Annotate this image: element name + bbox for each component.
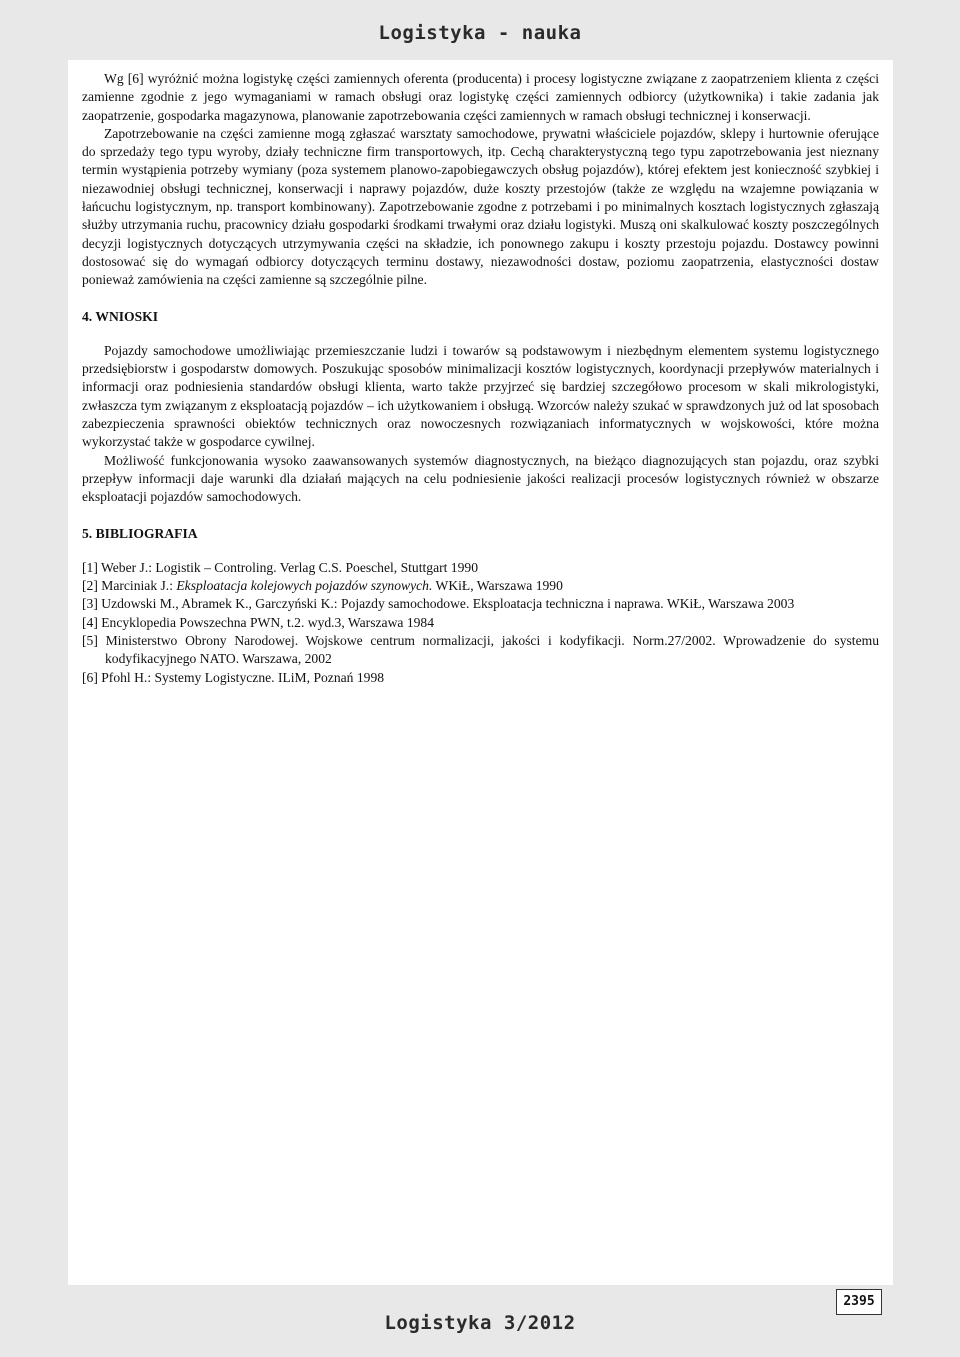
paragraph: Możliwość funkcjonowania wysoko zaawansowanych systemów diagnostycznych, na bieżąco diagnozujących stan pojazdu, oraz szybki przepływ informacji daje warunki dla działań mających na celu podniesienie jakości realizacji procesów logistycznych również w obszarze eksploatacji pojazdów samochodowych. [82, 452, 879, 505]
paragraph: Zapotrzebowanie na części zamienne mogą zgłaszać warsztaty samochodowe, prywatni właściciele pojazdów, sklepy i hurtownie oferujące do sprzedaży tego typu wyroby, działy techniczne firm transportowych, itp. Cechą charakterystyczną tego typu zapotrzebowania jest nieznany termin wystąpienia potrzeby wymiany (poza systemem planowo-zapobiegawczych obsług pojazdów), której efektem jest konieczność szybkiej i niezawodniej obsługi technicznej, konserwacji i naprawy pojazdów, duże koszty przestojów (także ze względu na wzajemne powiązania w łańcuchu logistycznym, np. transport kombinowany). Zapotrzebowanie zgodne z potrzebami i po minimalnych kosztach logistycznych zgłaszają służby utrzymania ruchu, pracownicy działu gospodarki środkami trwałymi oraz działu logistyki. Muszą oni skalkulować koszty poszczególnych decyzji logistycznych dotyczących utrzymywania części na składzie, ich ponownego zakupu i koszty przestoju pojazdu. Dostawcy powinni dostosować się do wymagań odbiorcy dotyczących terminu dostawy, niezawodności dostaw, poziomu zaopatrzenia, elastyczności dostaw ponieważ zamówienia na części zamienne są szczególnie pilne. [82, 125, 879, 288]
paragraph: Wg [6] wyróżnić można logistykę części zamiennych oferenta (producenta) i procesy logistyczne związane z zaopatrzeniem klienta z części zamienne zgodnie z jego wymaganiami w ramach obsługi oraz logistykę części zamiennych odbiorcy (użytkownika) i takie zadania jak zaopatrzenie, gospodarka magazynowa, planowanie zapotrzebowania części zamiennych w ramach obsługi technicznej i konserwacji. [82, 71, 879, 123]
bibliography-item: [6] Pfohl H.: Systemy Logistyczne. ILiM, Poznań 1998 [82, 669, 385, 685]
running-footer: Logistyka 3/2012 [384, 1312, 576, 1334]
bibliography-item: [1] Weber J.: Logistik – Controling. Verlag C.S. Poeschel, Stuttgart 1990 [82, 559, 478, 575]
bibliography-list [82, 559, 879, 687]
bibliography-item: [4] Encyklopedia Powszechna PWN, t.2. wyd.3, Warszawa 1984 [82, 614, 435, 630]
page-number: 2395 [836, 1289, 882, 1315]
article-body [82, 70, 879, 687]
section-heading-bibliography: 5. BIBLIOGRAFIA [82, 525, 198, 541]
bibliography-item: [3] Uzdowski M., Abramek K., Garczyński K.: Pojazdy samochodowe. Eksploatacja techniczna i naprawa. WKiŁ, Warszawa 2003 [82, 596, 795, 612]
bibliography-item: [2] Marciniak J.: Eksploatacja kolejowych pojazdów szynowych. WKiŁ, Warszawa 1990 [82, 578, 563, 594]
bibliography-item: [5] Ministerstwo Obrony Narodowej. Wojskowe centrum normalizacji, jakości i kodyfikacji. Norm.27/2002. Wprowadzenie do systemu kodyfikacyjnego NATO. Warszawa, 2002 [82, 633, 879, 667]
page-sheet [68, 60, 893, 1285]
running-header: Logistyka - nauka [378, 22, 582, 44]
section-heading-conclusions: 4. WNIOSKI [82, 308, 159, 324]
paragraph: Pojazdy samochodowe umożliwiając przemieszczanie ludzi i towarów są podstawowym i niezbędnym elementem systemu logistycznego przedsiębiorstw i gospodarstw domowych. Poszukując sposobów minimalizacji kosztów logistycznych, koordynacji przepływów materialnych i informacji oraz podniesienia standardów obsługi klienta, warto także przyjrzeć się bardziej szczegółowo procesom w skali mikrologistyki, zwłaszcza tym związanym z eksploatacją pojazdów – ich użytkowaniem i obsługą. Wzorców należy szukać w sprawdzonych już od lat sposobach zabezpieczenia sprawności obiektów technicznych oraz nowoczesnych rozwiązaniach informatycznych w wojskowości, które można wykorzystać także w gospodarce cywilnej. [82, 342, 879, 450]
